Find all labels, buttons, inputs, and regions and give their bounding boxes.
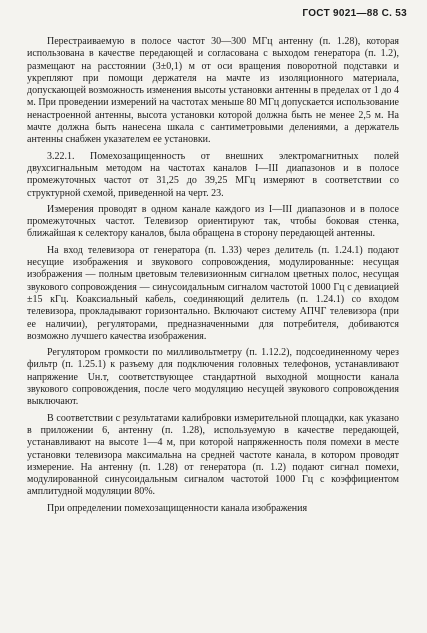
paragraph: На вход телевизора от генератора (п. 1.33) через делитель (п. 1.24.1) подают несущие изображения и звукового сопровождения, модулированные: несущая изображения — полным цветовым телевизионным сигналом цветных полос, несущая звукового сопровождения — синусоидальным сигналом частотой 1000 Гц с девиацией ±15 кГц. Коаксиальный кабель, соединяющий делитель (п. 1.24.1) со входом телевизора, прокладывают горизонтально. Включают систему АПЧГ телевизора (при ее наличии), регуляторами, предназначенными для потребителя, добиваются возможно лучшего качества изображения. xyxy=(27,244,399,342)
paragraph: 3.22.1. Помехозащищенность от внешних электромагнитных полей двухсигнальным методом на частотах каналов I—III диапазонов и в полосе промежуточных частот от 31,25 до 39,25 МГц измеряют в соответствии со структурной схемой, приведенной на черт. 23. xyxy=(27,150,399,199)
paragraph: Перестраиваемую в полосе частот 30—300 МГц антенну (п. 1.28), которая использована в качестве передающей и согласована с выходом генератора (п. 1.2), размещают на расстоянии (3±0,1) м от оси вращения поворотной подставки и укрепляют при помощи держателя на мачте из изоляционного материала, допускающей возможность изменения высоты установки антенны в пределах от 1 до 4 м. При проведении измерений на частотах меньше 80 МГц допускается использование ненастроенной антенны, высота установки которой должна быть не менее 2,5 м. На мачте должна быть нанесена шкала с сантиметровыми делениями, а держатель антенны снабжен указателем ее установки. xyxy=(27,36,399,146)
running-header: ГОСТ 9021—88 С. 53 xyxy=(302,8,407,19)
document-body xyxy=(27,36,399,519)
paragraph: Регулятором громкости по милливольтметру (п. 1.12.2), подсоединенному через фильтр (п. 1.25.1) к разъему для подключения головных телефонов, устанавливают напряжение Uн.т, соответствующее стандартной выходной мощности канала звукового сопровождения, после чего модуляцию несущей звукового сопровождения выключают. xyxy=(27,347,399,408)
paragraph: В соответствии с результатами калибровки измерительной площадки, как указано в приложении 6, антенну (п. 1.28), используемую в качестве передающей, устанавливают на высоте 1—4 м, при которой напряженность поля помехи в месте установки телевизора максимальна на средней частоте канала, в котором проводят измерение. На антенну (п. 1.28) от генератора (п. 1.2) подают сигнал помехи, модулированной синусоидальным сигналом частотой 1000 Гц с коэффициентом амплитудной модуляции 80%. xyxy=(27,412,399,498)
paragraph: При определении помехозащищенности канала изображения xyxy=(47,502,308,514)
paragraph: Измерения проводят в одном канале каждого из I—III диапазонов и в полосе промежуточных частот. Телевизор ориентируют так, чтобы боковая стенка, ближайшая к селектору каналов, была обращена в сторону передающей антенны. xyxy=(27,203,399,240)
